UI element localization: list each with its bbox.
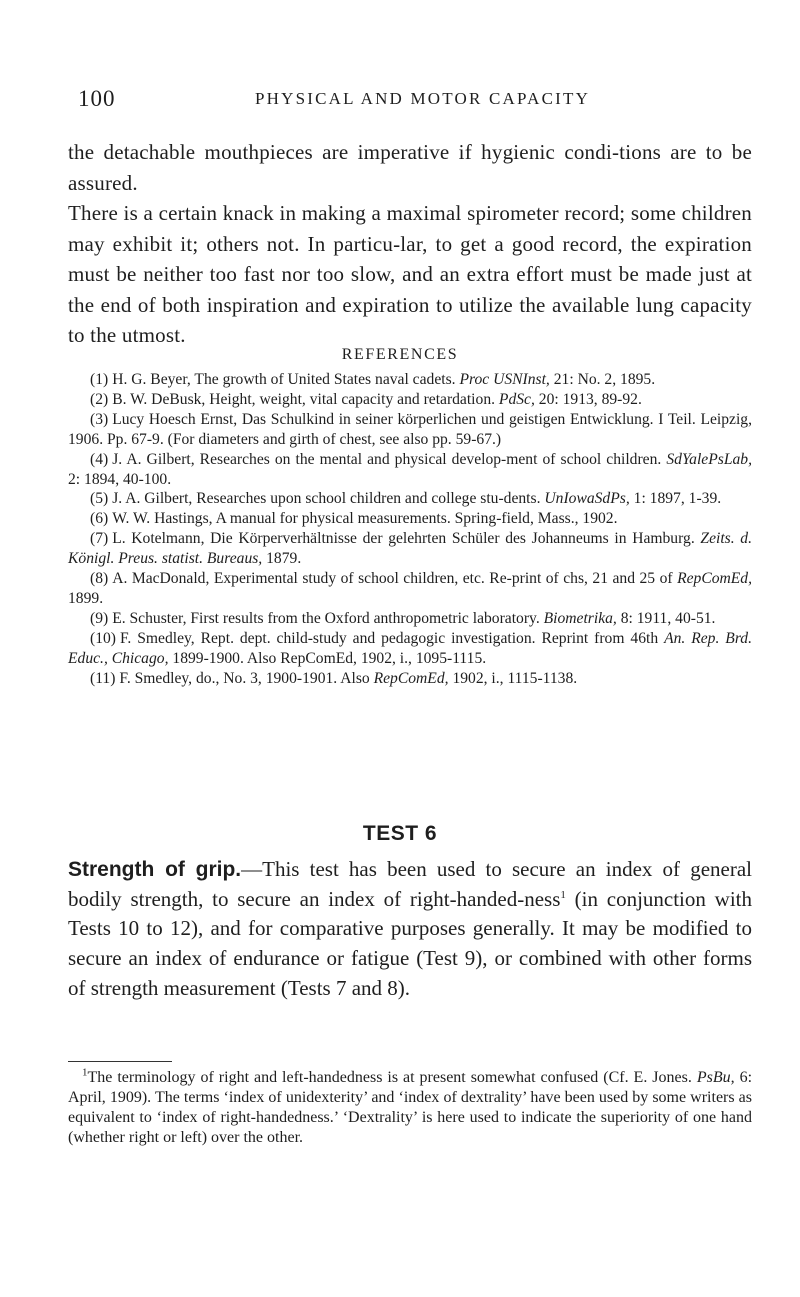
test-lead: Strength of grip. [68,858,242,881]
reference-item: (1) H. G. Beyer, The growth of United States naval cadets. Proc USNInst, 21: No. 2, 1895. [90,371,656,388]
reference-item: (6) W. W. Hastings, A manual for physical measurements. Spring-field, Mass., 1902. [90,510,618,528]
test-text-part-2: (in conjunction with Tests 10 to 12), and for comparative purposes generally. It may be modified to secure an index of endurance or fatigue (Test 9), or combined with other forms of strength measurement (Tests 7 and 8). [68,886,752,1000]
page-number: 100 [78,86,116,111]
reference-item: (4) J. A. Gilbert, Researches on the mental and physical develop-ment of school children. SdYalePsLab, 2: 1894, 40-100. [68,450,752,488]
running-title: PHYSICAL AND MOTOR CAPACITY [255,89,591,108]
footnote-marker: 1 [560,888,566,901]
test-paragraph [68,855,752,1004]
references-heading: REFERENCES [341,346,459,363]
intro-paragraph-2: There is a certain knack in making a maximal spirometer record; some children may exhibit it; others not. In particu-lar, to get a good record, the expiration must be neither too fast nor too slow, and an extra effort must be made just at the end of both inspiration and expiration to utilize the available lung capacity to the utmost. [68,201,752,347]
reference-item: (5) J. A. Gilbert, Researches upon school children and college stu-dents. UnIowaSdPs, 1: 1897, 1-39. [90,490,722,508]
footnote-divider [68,1061,172,1062]
footnote-text-part-2: 6: April, 1909). The terms ‘index of unidexterity’ and ‘index of dextrality’ have been used by some writers as equivalent to ‘index of right-handedness.’ ‘Dextrality’ is here used to indicate the superiority of one hand (whether right or left) over the other. [68,1069,753,1146]
running-head [0,86,800,116]
reference-item: (9) E. Schuster, First results from the Oxford anthropometric laboratory. Biometrika, 8: 1911, 40-51. [90,609,716,627]
reference-item: (2) B. W. DeBusk, Height, weight, vital capacity and retardation. PdSc, 20: 1913, 89-92. [90,390,642,408]
footnote-italic: PsBu, [696,1069,735,1086]
reference-item: (8) A. MacDonald, Experimental study of school children, etc. Re-print of chs, 21 and 25 of RepComEd, 1899. [68,570,753,607]
intro-text [68,137,752,351]
intro-paragraph-1: the detachable mouthpieces are imperative if hygienic condi-tions are to be assured. [68,140,752,195]
reference-item: (10) F. Smedley, Rept. dept. child-study and pedagogic investigation. Reprint from 46th An. Rep. Brd. Educ., Chicago, 1899-1900. Also RepComEd, 1902, i., 1095-1115. [68,629,753,667]
references-list [68,370,752,689]
test-text-part-1: —This test has been used to secure an index of general bodily strength, to secure an index of right-handed-ness [68,857,752,911]
footnote-number: 1 [82,1066,88,1079]
reference-item: (3) Lucy Hoesch Ernst, Das Schulkind in seiner körperlichen und geistigen Entwicklung. I Teil. Leipzig, 1906. Pp. 67-9. (For diameters and girth of chest, see also pp. 59-67.) [68,410,752,448]
reference-item: (11) F. Smedley, do., No. 3, 1900-1901. Also RepComEd, 1902, i., 1115-1138. [90,669,578,687]
footnote [68,1068,752,1148]
footnote-text-part-1: The terminology of right and left-handedness is at present somewhat confused (Cf. E. Jones. [87,1069,692,1086]
reference-item: (7) L. Kotelmann, Die Körperverhältnisse der gelehrten Schüler des Johanneums in Hamburg. Zeits. d. Königl. Preus. statist. Bureaus, 1879. [68,530,752,568]
test-heading: TEST 6 [362,822,438,845]
